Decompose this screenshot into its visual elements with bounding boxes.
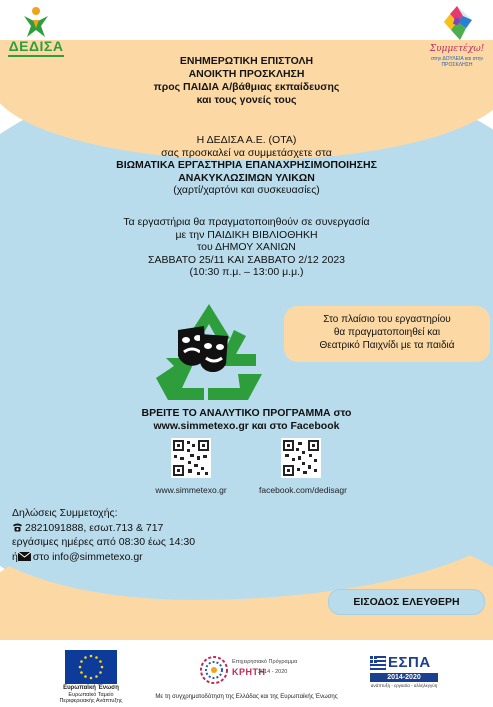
crete-program-label: Επιχειρησιακό Πρόγραμμα — [232, 659, 298, 665]
dedisa-logo — [4, 6, 68, 58]
intro-line-5: (χαρτί/χαρτόνι και συσκευασίες) — [173, 184, 320, 196]
collab-line-5: (10:30 π.μ. – 13:00 μ.μ.) — [189, 266, 304, 278]
contacts-block — [12, 506, 195, 564]
intro-line-2: σας προσκαλεί να συμμετάσχετε στα — [161, 146, 332, 159]
crete-circle-icon — [198, 654, 230, 686]
simmetexo-script: Συμμετέχω! — [429, 44, 485, 54]
header-line-3: προς ΠΑΙΔΙΑ Α/βάθμιας εκπαίδευσης — [153, 81, 340, 93]
crete-years: 2014 - 2020 — [258, 669, 288, 675]
header-block — [0, 55, 493, 107]
header-line-1: ΕΝΗΜΕΡΩΤΙΚΗ ΕΠΙΣΤΟΛΗ — [179, 55, 314, 67]
contacts-email-prefix: ή — [12, 550, 18, 563]
theatre-line-3: Θεατρικό Παιχνίδι με τα παιδιά — [319, 340, 455, 351]
collab-line-4: ΣΑΒΒΑΤΟ 25/11 ΚΑΙ ΣΑΒΒΑΤΟ 2/12 2023 — [147, 253, 346, 266]
espa-years: 2014-2020 — [370, 673, 438, 682]
dedisa-figure-icon — [21, 6, 51, 38]
eu-flag-icon — [65, 650, 117, 684]
collab-line-1: Τα εργαστήρια θα πραγματοποιηθούν σε συνεργασία — [123, 216, 370, 228]
phone-icon — [12, 522, 23, 532]
espa-flag-icon — [370, 656, 386, 670]
funding-footer — [0, 640, 493, 707]
program-line-2: www.simmetexo.gr και στο Facebook — [153, 420, 340, 432]
contacts-title: Δηλώσεις Συμμετοχής: — [12, 507, 118, 519]
qr-code-facebook[interactable] — [281, 438, 321, 478]
contacts-email[interactable]: στο info@simmetexo.gr — [32, 550, 143, 563]
contacts-phone-row — [12, 521, 195, 536]
intro-line-3: ΒΙΩΜΑΤΙΚΑ ΕΡΓΑΣΤΗΡΙΑ ΕΠΑΝΑΧΡΗΣΙΜΟΠΟΙΗΣΗΣ — [116, 159, 377, 171]
contacts-email-row — [12, 550, 195, 565]
header-line-4: και τους γονείς τους — [196, 94, 297, 106]
collab-line-2: με την ΠΑΙΔΙΚΗ ΒΙΒΛΙΟΘΗΚΗ — [175, 228, 318, 241]
simmetexo-tagline: στην ΔΟΥΛΕΙΑ και στην ΠΡΟΣΚΛΗΣΗ — [430, 56, 484, 68]
header-line-2: ΑΝΟΙΚΤΗ ΠΡΟΣΚΛΗΣΗ — [188, 68, 305, 80]
intro-line-1: Η ΔΕΔΙΣΑ Α.Ε. (ΟΤΑ) — [196, 134, 297, 146]
theatre-line-2: θα πραγματοποιηθεί και — [333, 327, 441, 338]
eu-label-title: Ευρωπαϊκή Ένωση — [63, 685, 119, 691]
espa-logo — [370, 654, 438, 688]
qr-caption-website: www.simmetexo.gr — [155, 485, 227, 495]
qr-code-website[interactable] — [171, 438, 211, 478]
eu-label-sub: Ευρωπαϊκό Ταμείο Περιφερειακής Ανάπτυξης — [59, 691, 123, 704]
espa-name: ΕΣΠΑ — [388, 654, 431, 671]
free-entry-badge: ΕΙΣΟΔΟΣ ΕΛΕΥΘΕΡΗ — [328, 589, 485, 615]
simmetexo-kite-icon — [438, 4, 476, 44]
collab-line-3: του ΔΗΜΟΥ ΧΑΝΙΩΝ — [197, 241, 296, 253]
qr-caption-facebook: facebook.com/dedisagr — [259, 485, 347, 495]
dedisa-wordmark: ΔΕΔΙΣΑ — [8, 38, 64, 54]
intro-block — [0, 134, 493, 197]
theatre-line-1: Στο πλαίσιο του εργαστηρίου — [323, 314, 451, 325]
program-line-1: ΒΡΕΙΤΕ ΤΟ ΑΝΑΛΥΤΙΚΟ ΠΡΟΓΡΑΜΜΑ στο — [141, 407, 352, 419]
collaboration-block — [0, 216, 493, 279]
cofunding-note: Με τη συγχρηματοδότηση της Ελλάδας και της Ευρωπαϊκής Ένωσης — [155, 694, 338, 700]
mail-icon — [18, 552, 31, 561]
intro-line-4: ΑΝΑΚΥΚΛΩΣΙΜΩΝ ΥΛΙΚΩΝ — [178, 171, 315, 184]
crete-name: ΚΡΗΤΗ — [232, 667, 266, 677]
contacts-hours: εργάσιμες ημέρες από 08:30 έως 14:30 — [12, 536, 196, 548]
program-block — [0, 407, 493, 433]
recycle-theatre-icon — [152, 300, 266, 404]
theatre-play-note — [284, 306, 490, 362]
crete-program-logo — [198, 654, 298, 686]
contacts-phone: 2821091888, εσωτ.713 & 717 — [25, 521, 164, 534]
espa-slogan: ανάπτυξη - εργασία - αλληλεγγύη — [370, 683, 438, 688]
